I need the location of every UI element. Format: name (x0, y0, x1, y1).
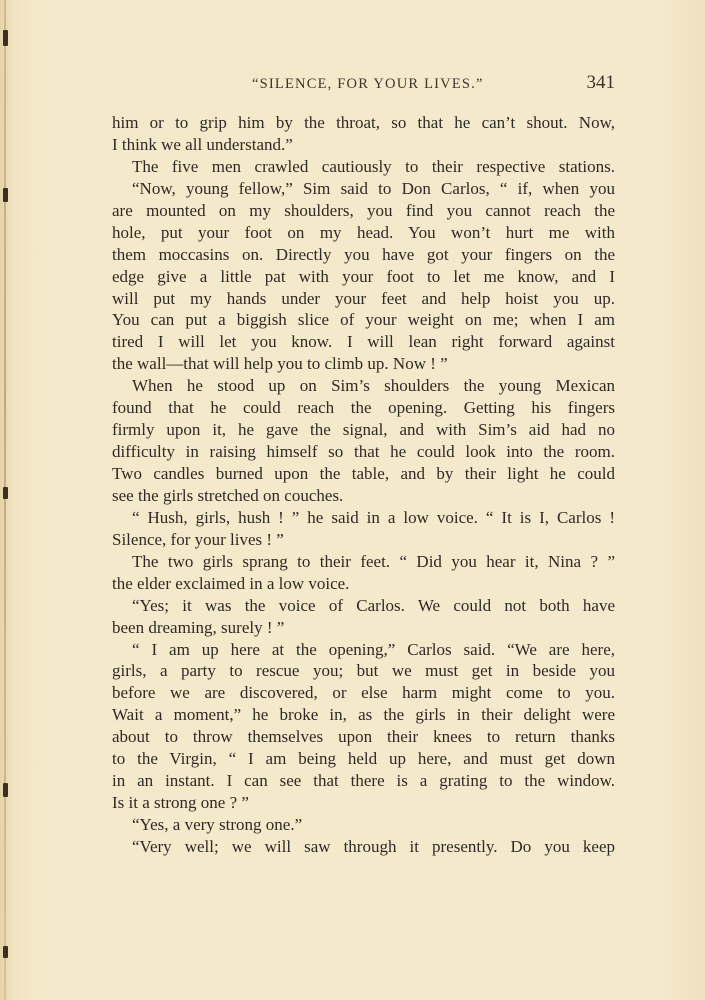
text-line: “ I am up here at the opening,” Carlos said. “We are here, (132, 639, 615, 659)
page-number: 341 (586, 72, 615, 93)
text-line: The five men crawled cautiously to their respective stations. (132, 156, 615, 176)
text-line: “Yes; it was the voice of Carlos. We could not both have (132, 595, 615, 615)
text-line: You can put a biggish slice of your weight on me; when I am (112, 310, 615, 330)
text-line: in an instant. I can see that there is a grating to the window. (112, 771, 615, 791)
text-line: been dreaming, surely ! ” (112, 617, 285, 637)
text-line: “Now, young fellow,” Sim said to Don Carlos, “ if, when you (132, 178, 615, 198)
text-line: hole, put your foot on my head. You won’t hurt me with (112, 222, 615, 242)
text-line: about to throw themselves upon their knees to return thanks (112, 727, 615, 747)
text-line: found that he could reach the opening. Getting his fingers (112, 398, 615, 418)
text-line: before we are discovered, or else harm might come to you. (112, 683, 615, 703)
text-line: to the Virgin, “ I am being held up here, and must get down (112, 749, 615, 769)
text-line: When he stood up on Sim’s shoulders the young Mexican (132, 376, 615, 396)
text-line: see the girls stretched on couches. (112, 485, 344, 505)
binding-mark (3, 188, 8, 202)
text-line: firmly upon it, he gave the signal, and with Sim’s aid had no (112, 420, 615, 440)
text-line: the wall—that will help you to climb up. Now ! ” (112, 354, 448, 374)
gutter-edge (4, 0, 6, 1000)
text-line: him or to grip him by the throat, so that he can’t shout. Now, (112, 113, 615, 132)
text-line: are mounted on my shoulders, you find you cannot reach the (112, 200, 615, 220)
text-line: “Yes, a very strong one.” (132, 815, 303, 834)
text-line: difficulty in raising himself so that he could look into the room. (112, 442, 615, 462)
text-line: girls, a party to rescue you; but we must get in beside you (112, 661, 615, 681)
page-header (112, 74, 615, 100)
text-line: edge give a little pat with your foot to let me know, and I (112, 266, 615, 286)
text-line: will put my hands under your feet and help hoist you up. (112, 288, 615, 308)
text-line: “ Hush, girls, hush ! ” he said in a low voice. “ It is I, Carlos ! (132, 507, 615, 527)
text-line: “Very well; we will saw through it presently. Do you keep (132, 836, 615, 856)
running-title: “SILENCE, FOR YOUR LIVES.” (252, 76, 484, 92)
text-line: Silence, for your lives ! ” (112, 529, 284, 549)
binding-mark (3, 30, 8, 46)
text-line: Two candles burned upon the table, and by their light he could (112, 464, 615, 483)
text-line: Is it a strong one ? ” (112, 793, 249, 813)
text-line: Wait a moment,” he broke in, as the girls in their delight were (112, 705, 615, 725)
body-text (112, 112, 615, 858)
text-line: The two girls sprang to their feet. “ Did you hear it, Nina ? ” (132, 551, 615, 571)
text-line: the elder exclaimed in a low voice. (112, 573, 350, 593)
text-line: I think we all understand.” (112, 134, 293, 154)
binding-mark (3, 783, 8, 797)
binding-mark (3, 487, 8, 499)
text-line: them moccasins on. Directly you have got your fingers on the (112, 244, 615, 264)
binding-mark (3, 946, 8, 958)
text-line: tired I will let you know. I will lean right forward against (112, 332, 615, 352)
